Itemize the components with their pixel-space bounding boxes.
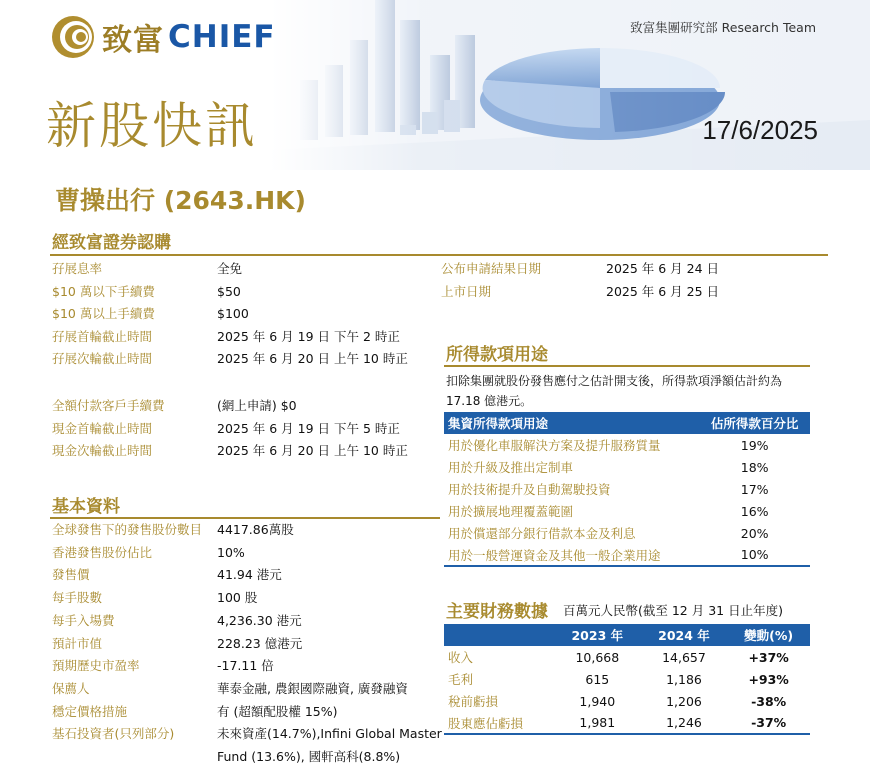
subscription-cash-list: 全額付款客戶手續費 (網上申請) $0 現金首輪截止時間 2025 年 6 月 19 日 下午 5 時正 現金次輪截止時間 2025 年 6 月 20 日 上午 10 時正: [52, 398, 408, 458]
research-team-label: 致富集團研究部 Research Team: [630, 20, 816, 35]
table-row: 用於擴展地理覆蓋範圍 16%: [448, 503, 769, 519]
table-row: 毛利 615 1,186 +93%: [448, 671, 789, 687]
financials-table: [444, 624, 810, 735]
basic-info-list: 全球發售下的發售股份數目 4417.86萬股 香港發售股份佔比 10% 發售價 41.94 港元 每手股數 100 股 每手入場費 4,236.30 港元 預計市值 228.23 億港元 預期歷史市盈率 -17.11 倍 保薦人 華泰金融, 農銀國際融資, 廣發融資 穩定價格措施 有 (超額配股權 15%) 基石投資者(只列部分) 未來資產(14.7%),Infini Global Master Fund (13.6%), 國軒高科(8.8%): [52, 522, 442, 764]
subscription-right-list: 公布申請結果日期 2025 年 6 月 24 日 上市日期 2025 年 6 月 25 日: [441, 261, 720, 299]
chief-logo-icon: [50, 14, 96, 60]
column-header-item: [444, 624, 554, 646]
column-header-2024: 2024 年: [641, 624, 728, 646]
table-row: 稅前虧損 1,940 1,206 -38%: [448, 693, 787, 709]
financials-heading: 主要財務數據: [446, 602, 548, 622]
report-date: 17/6/2025: [702, 115, 818, 145]
company-logo: [50, 14, 276, 60]
table-row: 用於技術提升及自動駕駛投資 17%: [448, 481, 769, 497]
subscription-left-list: 孖展息率 全免 $10 萬以下手續費 $50 $10 萬以上手續費 $100 孖展首輪截止時間 2025 年 6 月 19 日 下午 2 時正 孖展次輪截止時間 2025 年 6 月 20 日 上午 10 時正: [52, 261, 408, 366]
column-header-percent: 佔所得款百分比: [699, 412, 810, 434]
column-header-2023: 2023 年: [554, 624, 641, 646]
logo-chinese-text: 致富: [102, 23, 164, 58]
table-row: 用於償還部分銀行借款本金及利息 20%: [448, 525, 769, 541]
logo-english-text: CHIEF: [168, 19, 276, 55]
column-header-use: 集資所得款項用途: [444, 412, 699, 434]
table-row: 用於升級及推出定制車 18%: [448, 459, 769, 475]
proceeds-table: [444, 412, 810, 567]
basic-info-heading: 基本資料: [52, 497, 120, 517]
proceeds-heading: 所得款項用途: [446, 345, 548, 365]
proceeds-divider: [444, 365, 810, 367]
page-title: 新股快訊: [46, 97, 258, 155]
financials-unit-note: 百萬元人民幣(截至 12 月 31 日止年度): [563, 603, 783, 618]
subscription-divider: [50, 254, 828, 256]
table-row: 用於優化車服解決方案及提升服務質量 19%: [448, 437, 769, 453]
subscription-heading: 經致富證券認購: [52, 233, 171, 253]
table-row: 用於一般營運資金及其他一般企業用途 10%: [448, 547, 769, 563]
column-header-change: 變動(%): [727, 624, 810, 646]
table-row: 收入 10,668 14,657 +37%: [448, 649, 789, 665]
table-row: 股東應佔虧損 1,981 1,246 -37%: [448, 715, 787, 731]
stock-title: 曹操出行 (2643.HK): [55, 186, 306, 215]
proceeds-paragraph: 扣除集團就股份發售應付之估計開支後，所得款項淨額估計約為 17.18 億港元。: [446, 374, 783, 408]
